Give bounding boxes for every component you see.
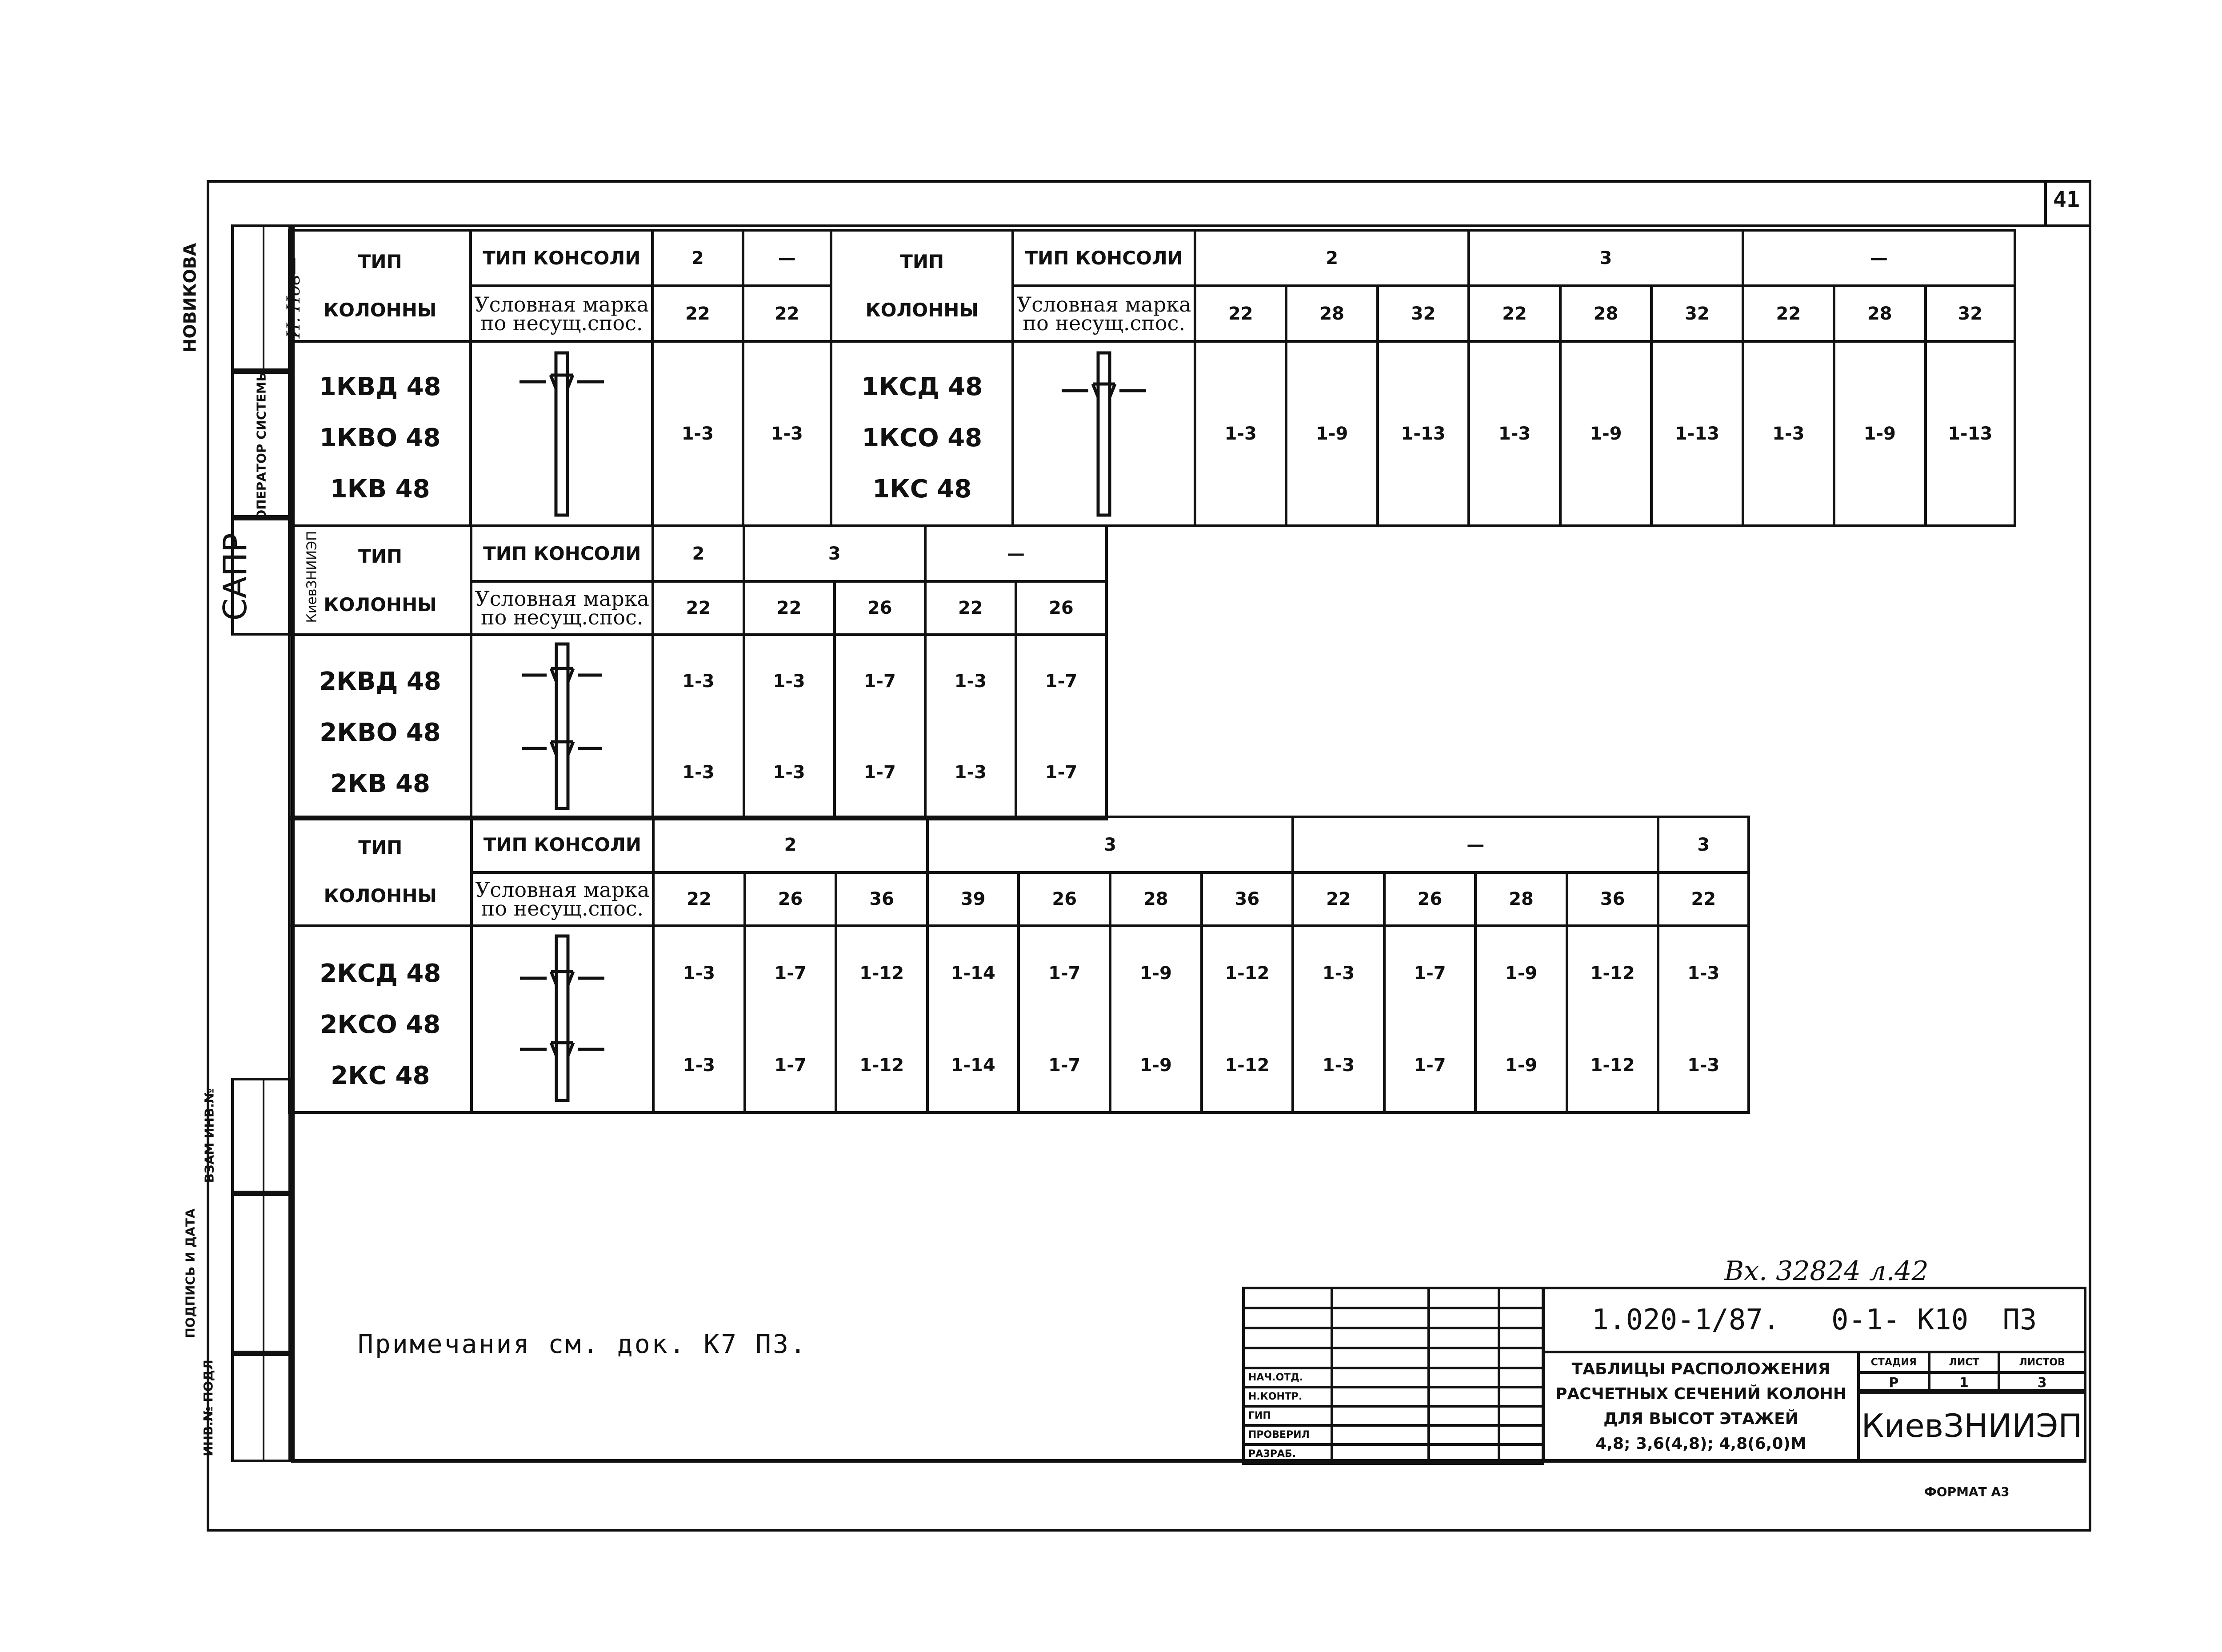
sub-header: 28 <box>1834 286 1925 341</box>
value-upper: 1-7 <box>1045 671 1078 692</box>
conditional-line1: Условная марка <box>474 292 649 316</box>
console-type-header: ТИП КОНСОЛИ <box>472 817 654 872</box>
value-lower: 1-3 <box>682 762 715 783</box>
value-upper: 1-9 <box>1505 963 1538 984</box>
sub-header: 22 <box>1658 872 1749 926</box>
value-lower: 1-9 <box>1139 1055 1172 1076</box>
value-pair-cell <box>836 926 927 1112</box>
value-lower: 1-7 <box>1045 762 1078 783</box>
conditional-mark-header <box>472 872 654 926</box>
title-block <box>1242 1287 2086 1462</box>
value-upper: 1-12 <box>859 963 904 984</box>
role-label: Н.КОНТР. <box>1243 1387 1332 1406</box>
column-mark: 2КСО 48 <box>320 1010 441 1039</box>
sub-header: 22 <box>1195 286 1286 341</box>
value-lower: 1-3 <box>1322 1055 1355 1076</box>
value-pair-cell <box>1019 926 1110 1112</box>
col-type-header <box>289 526 471 635</box>
sub-header: 22 <box>653 872 745 926</box>
value-cell: 1-3 <box>1195 341 1286 526</box>
side-operator-label: ОПЕРАТОР СИСТЕМЫ <box>254 368 268 520</box>
value-upper: 1-9 <box>1139 963 1172 984</box>
column-mark: 1КСД 48 <box>861 372 983 401</box>
sub-header: 36 <box>1567 872 1659 926</box>
value-pair-cell <box>1110 926 1202 1112</box>
group-header: 3 <box>1469 230 1742 286</box>
console-type-header: ТИП КОНСОЛИ <box>471 230 652 286</box>
value-upper: 1-3 <box>683 963 715 984</box>
value-lower: 1-3 <box>1687 1055 1720 1076</box>
sub-header: 26 <box>835 581 925 635</box>
column-mark: 2КВО 48 <box>320 718 441 747</box>
col-type-line1: ТИП <box>358 836 403 858</box>
group-header: 3 <box>1658 817 1749 872</box>
column-two-level-side-console-sketch <box>496 932 629 1105</box>
role-label: ПРОВЕРИЛ <box>1243 1425 1332 1444</box>
column-mark: 2КВД 48 <box>319 667 441 696</box>
group-header: 2 <box>653 817 927 872</box>
side-author-label: НОВИКОВА <box>180 243 200 353</box>
side-inv-podl-box <box>200 1353 291 1462</box>
col-type-header <box>289 230 471 341</box>
group-header: — <box>1293 817 1658 872</box>
column-mark: 1КВ 48 <box>330 475 430 504</box>
conditional-mark-header <box>471 581 653 635</box>
col-type-line1: ТИП <box>358 545 402 567</box>
table3 <box>288 816 1750 1114</box>
group-header: — <box>743 230 831 286</box>
title-line: ДЛЯ ВЫСОТ ЭТАЖЕЙ <box>1603 1409 1798 1428</box>
value-lower: 1-9 <box>1505 1055 1538 1076</box>
organization-name: КиевЗНИИЭП <box>1857 1389 2086 1462</box>
sub-header: 32 <box>1926 286 2015 341</box>
value-cell: 1-3 <box>652 341 743 526</box>
role-label: РАЗРАБ. <box>1243 1444 1332 1464</box>
stage-label: СТАДИЯ <box>1858 1352 1929 1372</box>
side-sapr-label: САПР <box>216 532 254 621</box>
value-upper: 1-7 <box>1048 963 1081 984</box>
value-pair-cell <box>1202 926 1293 1112</box>
side-sign-date-label: ПОДПИСЬ И ДАТА <box>182 1208 197 1338</box>
value-cell: 1-13 <box>1378 341 1469 526</box>
col-type-line2: КОЛОННЫ <box>324 884 437 907</box>
sub-header: 32 <box>1651 286 1742 341</box>
side-author-box <box>180 224 304 371</box>
value-pair-cell <box>1293 926 1384 1112</box>
value-cell: 1-9 <box>1834 341 1925 526</box>
frame-inner-top <box>291 224 2089 227</box>
sheets-label: ЛИСТОВ <box>1999 1352 2085 1372</box>
col-type-line1: ТИП <box>358 251 402 272</box>
title-line: РАСЧЕТНЫХ СЕЧЕНИЙ КОЛОНН <box>1555 1384 1847 1403</box>
format-label: ФОРМАТ А3 <box>1924 1484 2010 1499</box>
column-sketch-cell <box>472 926 654 1112</box>
sub-header: 28 <box>1560 286 1651 341</box>
value-lower: 1-3 <box>683 1055 715 1076</box>
value-upper: 1-12 <box>1590 963 1635 984</box>
sheets-value: 3 <box>1999 1372 2085 1393</box>
group-header: 3 <box>744 526 925 581</box>
sub-header: 22 <box>1293 872 1384 926</box>
group-header: 3 <box>927 817 1293 872</box>
side-inv-podl-label: ИНВ.№ ПОДЛ <box>200 1359 216 1456</box>
value-pair-cell <box>1475 926 1567 1112</box>
console-type-header: ТИП КОНСОЛИ <box>1013 230 1195 286</box>
side-sapr-box <box>216 518 320 636</box>
conditional-line2: по несущ.спос. <box>481 896 644 920</box>
role-label: ГИП <box>1243 1406 1332 1425</box>
sub-header: 26 <box>1384 872 1476 926</box>
sub-header: 39 <box>927 872 1019 926</box>
sheet-title <box>1542 1351 1860 1462</box>
sub-header: 26 <box>1016 581 1107 635</box>
sub-header: 22 <box>652 286 743 341</box>
conditional-line1: Условная марка <box>475 878 650 902</box>
value-cell: 1-13 <box>1651 341 1742 526</box>
sub-header: 28 <box>1475 872 1567 926</box>
col-type-line1: ТИП <box>900 251 944 272</box>
value-cell: 1-3 <box>1743 341 1834 526</box>
value-lower: 1-7 <box>774 1055 807 1076</box>
column-mark: 2КВ 48 <box>330 769 430 798</box>
table2 <box>288 524 1108 820</box>
col-type-header <box>289 817 472 926</box>
value-upper: 1-3 <box>954 671 987 692</box>
stage-sheet-grid <box>1857 1351 2086 1394</box>
value-pair-cell <box>653 926 745 1112</box>
value-pair-cell <box>1016 635 1107 819</box>
column-marks-cell <box>289 635 471 819</box>
sheet-value: 1 <box>1929 1372 1999 1393</box>
value-pair-cell <box>1384 926 1476 1112</box>
sub-header: 26 <box>1019 872 1110 926</box>
sheet-number: 41 <box>2053 187 2080 212</box>
side-inv-zam-label: ВЗАМ ИНВ.№ <box>201 1088 216 1183</box>
conditional-line1: Условная марка <box>475 587 649 611</box>
value-lower: 1-7 <box>1414 1055 1446 1076</box>
note-text: Примечания см. док. К7 ПЗ. <box>358 1329 807 1359</box>
side-org-label: КиевЗНИИЭП <box>304 530 320 623</box>
side-operator-box <box>231 368 291 520</box>
value-upper: 1-3 <box>773 671 805 692</box>
value-upper: 1-14 <box>951 963 995 984</box>
value-pair-cell <box>1658 926 1749 1112</box>
sub-header: 22 <box>744 581 835 635</box>
value-pair-cell <box>925 635 1016 819</box>
group-header: 2 <box>653 526 743 581</box>
col-type-header <box>831 230 1013 341</box>
col-type-line2: КОЛОННЫ <box>865 299 979 321</box>
table1-left <box>288 229 832 527</box>
value-lower: 1-3 <box>773 762 805 783</box>
value-upper: 1-3 <box>682 671 715 692</box>
column-marks-cell <box>831 341 1013 526</box>
sub-header: 28 <box>1286 286 1377 341</box>
value-cell: 1-3 <box>1469 341 1560 526</box>
conditional-mark-header <box>471 286 652 341</box>
value-lower: 1-12 <box>1225 1055 1270 1076</box>
column-sketch-cell <box>1013 341 1195 526</box>
value-cell: 1-9 <box>1286 341 1377 526</box>
column-sketch-cell <box>471 635 653 819</box>
value-lower: 1-12 <box>859 1055 904 1076</box>
column-single-console-sketch <box>495 346 628 520</box>
value-upper: 1-7 <box>774 963 807 984</box>
column-double-side-console-sketch <box>1037 346 1171 520</box>
conditional-mark-header <box>1013 286 1195 341</box>
frame-left-border <box>207 180 209 1531</box>
conditional-line2: по несущ.спос. <box>480 605 643 629</box>
value-cell: 1-13 <box>1926 341 2015 526</box>
value-upper: 1-7 <box>1414 963 1446 984</box>
col-type-line2: КОЛОННЫ <box>323 299 437 321</box>
sub-header: 36 <box>836 872 927 926</box>
sub-header: 22 <box>653 581 743 635</box>
value-upper: 1-12 <box>1225 963 1270 984</box>
value-cell: 1-3 <box>743 341 831 526</box>
title-line: 4,8; 3,6(4,8); 4,8(6,0)М <box>1595 1434 1806 1453</box>
column-marks-cell <box>289 341 471 526</box>
sheet-label: ЛИСТ <box>1929 1352 1999 1372</box>
value-lower: 1-3 <box>954 762 987 783</box>
conditional-line1: Условная марка <box>1017 292 1191 316</box>
conditional-line2: по несущ.спос. <box>480 311 643 335</box>
column-mark: 1КВД 48 <box>319 372 441 401</box>
sub-header: 26 <box>745 872 836 926</box>
role-label: НАЧ.ОТД. <box>1243 1368 1332 1387</box>
column-two-level-console-sketch <box>496 640 629 813</box>
group-header: 2 <box>1195 230 1469 286</box>
title-line: ТАБЛИЦЫ РАСПОЛОЖЕНИЯ <box>1571 1360 1830 1378</box>
value-upper: 1-3 <box>1322 963 1355 984</box>
group-header: — <box>925 526 1107 581</box>
column-mark: 1КСО 48 <box>862 424 983 452</box>
value-pair-cell <box>744 635 835 819</box>
col-type-line2: КОЛОННЫ <box>324 593 437 616</box>
stage-value: Р <box>1858 1372 1929 1393</box>
signature-grid <box>1242 1287 1544 1465</box>
column-mark: 2КС 48 <box>331 1061 430 1090</box>
document-code: 1.020-1/87. 0-1- К10 ПЗ <box>1542 1287 2086 1353</box>
frame-outer-bottom <box>207 1529 2091 1532</box>
handwritten-registration: Вх. 32824 л.42 <box>1724 1256 1929 1287</box>
value-pair-cell <box>745 926 836 1112</box>
sub-header: 32 <box>1378 286 1469 341</box>
column-mark: 1КВО 48 <box>319 424 441 452</box>
sub-header: 22 <box>1743 286 1834 341</box>
side-inv-zam-box <box>201 1078 291 1193</box>
frame-top-border <box>207 180 2091 183</box>
sub-header: 22 <box>925 581 1016 635</box>
side-sign-date-box <box>182 1193 291 1353</box>
value-lower: 1-7 <box>863 762 896 783</box>
sub-header: 28 <box>1110 872 1202 926</box>
column-sketch-cell <box>471 341 652 526</box>
column-mark: 2КСД 48 <box>320 959 441 988</box>
value-lower: 1-7 <box>1048 1055 1081 1076</box>
value-upper: 1-3 <box>1687 963 1720 984</box>
sub-header: 22 <box>743 286 831 341</box>
table1-right <box>830 229 2016 527</box>
value-pair-cell <box>835 635 925 819</box>
console-type-header: ТИП КОНСОЛИ <box>471 526 653 581</box>
sub-header: 22 <box>1469 286 1560 341</box>
value-pair-cell <box>927 926 1019 1112</box>
conditional-line2: по несущ.спос. <box>1023 311 1185 335</box>
value-lower: 1-14 <box>951 1055 995 1076</box>
column-mark: 1КС 48 <box>872 475 972 504</box>
value-cell: 1-9 <box>1560 341 1651 526</box>
value-pair-cell <box>1567 926 1659 1112</box>
sub-header: 36 <box>1202 872 1293 926</box>
group-header: 2 <box>652 230 743 286</box>
frame-right-outer <box>2089 180 2091 1531</box>
value-upper: 1-7 <box>863 671 896 692</box>
value-pair-cell <box>653 635 743 819</box>
author-signature: И. Нов— <box>283 257 304 339</box>
column-marks-cell <box>289 926 472 1112</box>
group-header: — <box>1743 230 2015 286</box>
value-lower: 1-12 <box>1590 1055 1635 1076</box>
